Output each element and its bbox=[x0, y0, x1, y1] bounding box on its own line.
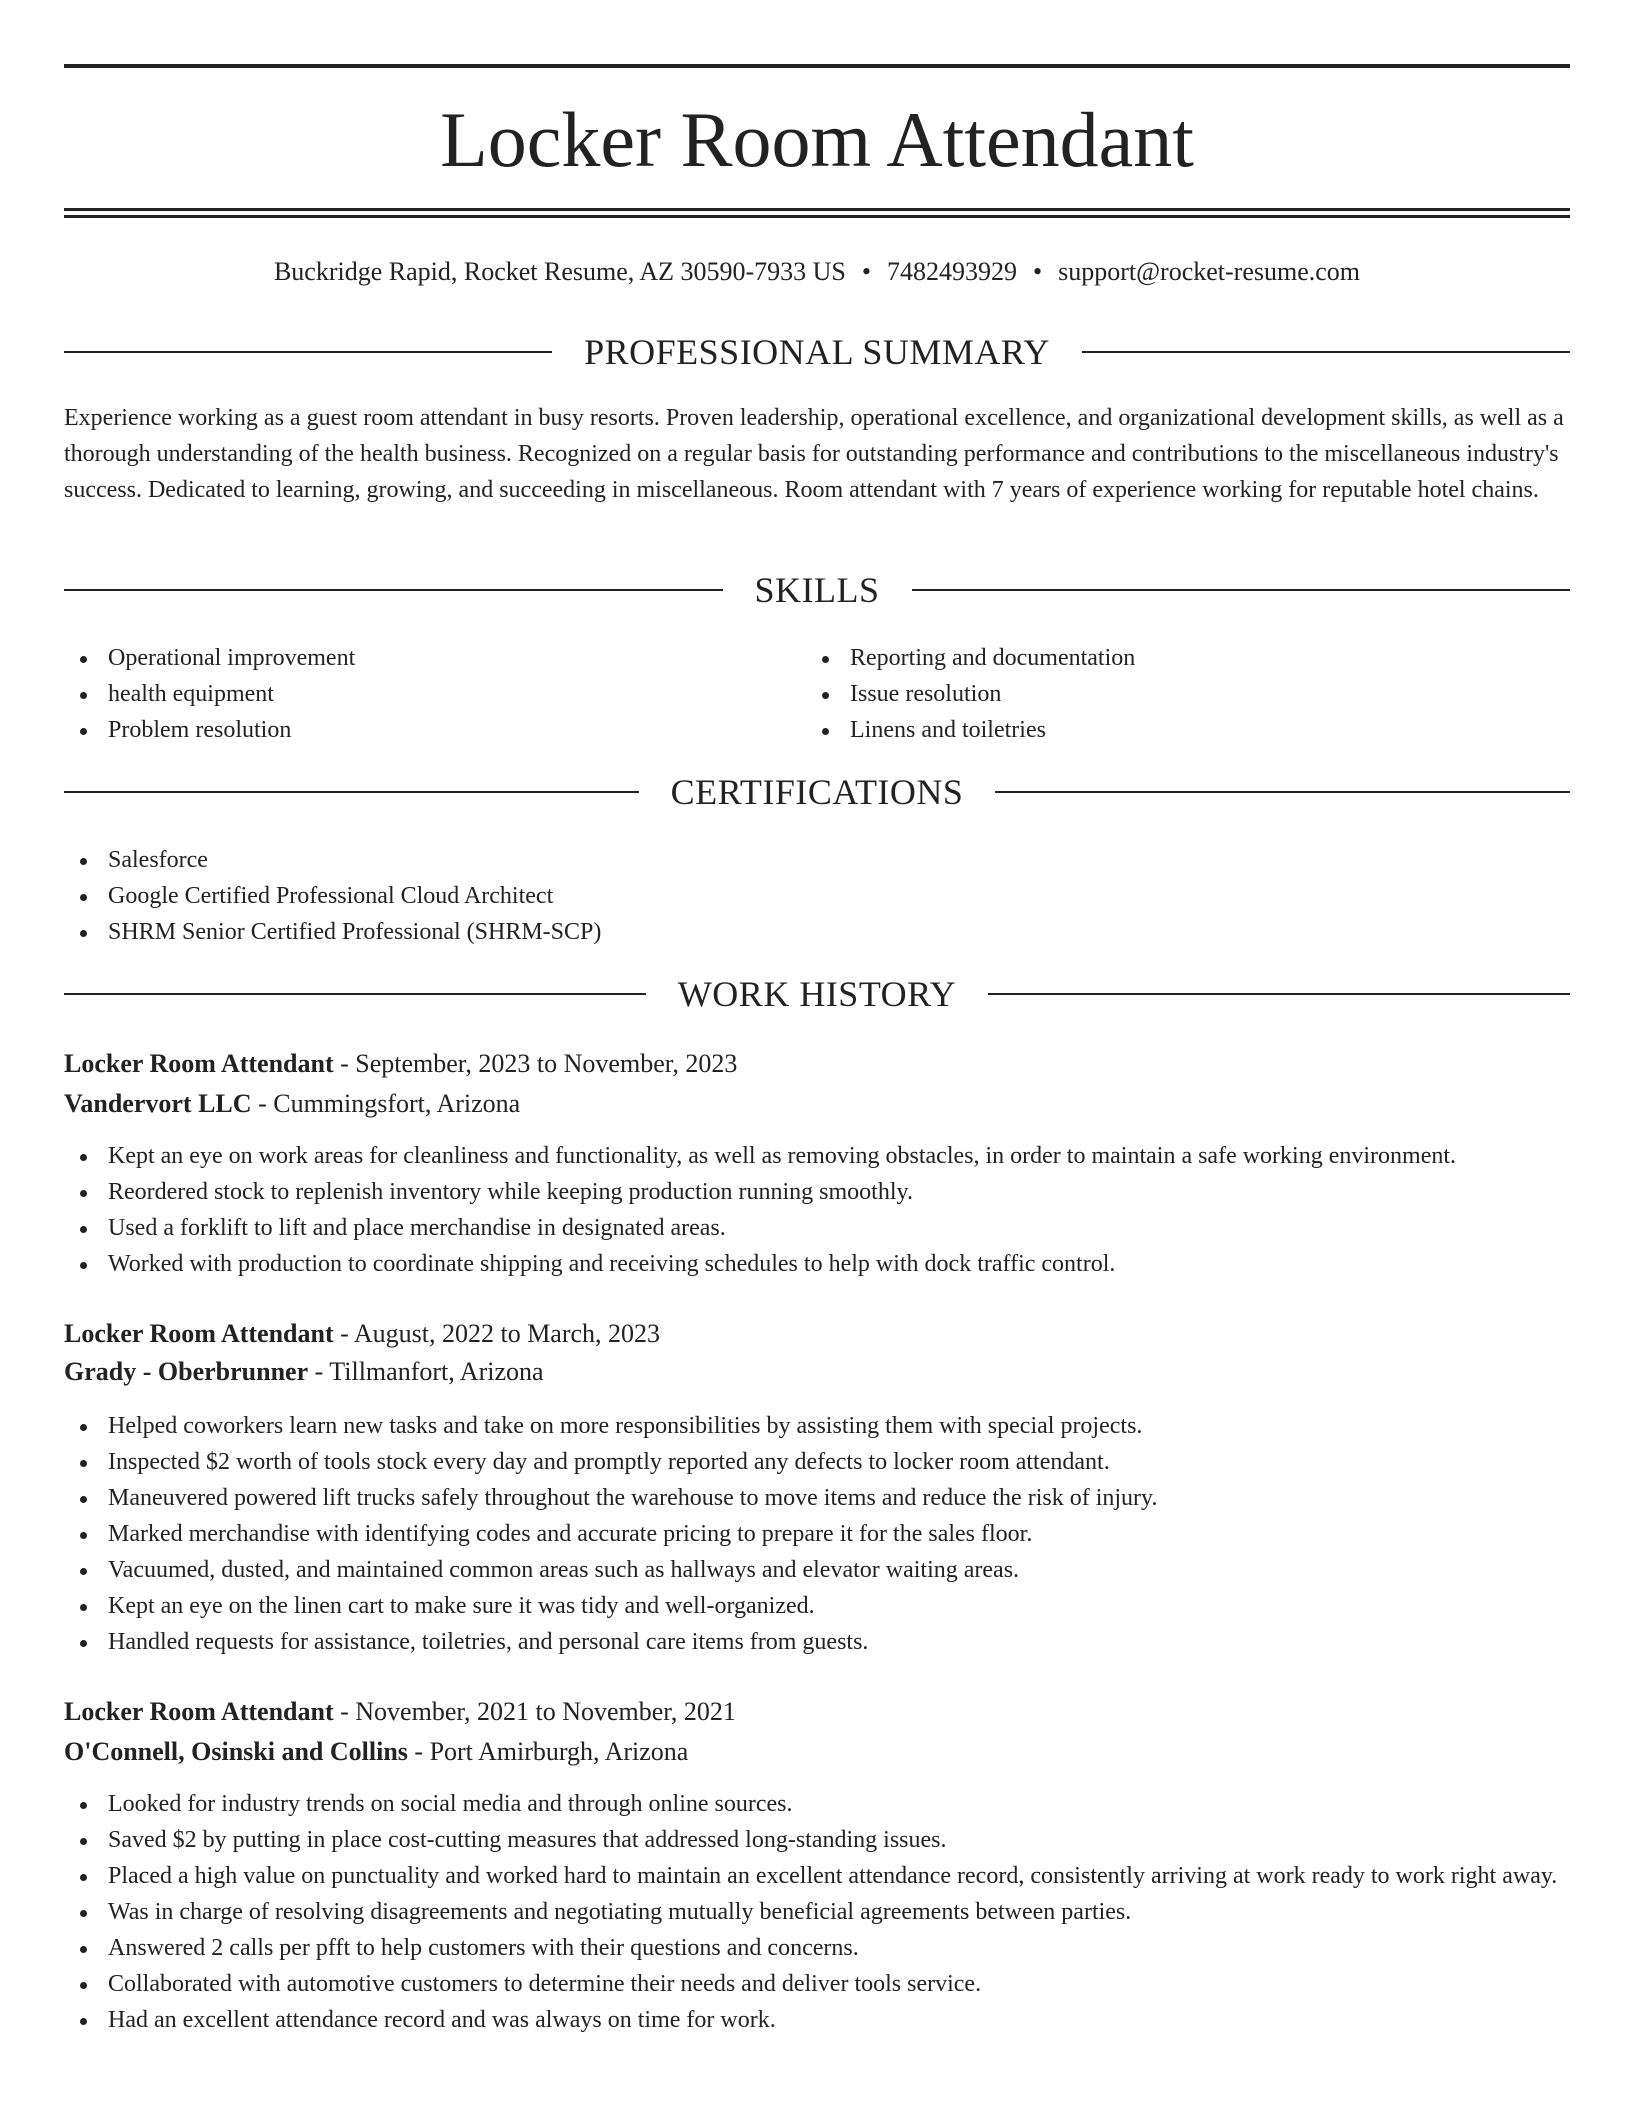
section-title-skills: SKILLS bbox=[754, 570, 880, 610]
duty-item: Had an excellent attendance record and was always on time for work. bbox=[64, 2002, 1570, 2038]
certification-item: SHRM Senior Certified Professional (SHRM-SCP) bbox=[64, 914, 1264, 950]
duty-item: Kept an eye on work areas for cleanliness and functionality, as well as removing obstacles, in order to maintain a safe working environment. bbox=[64, 1138, 1570, 1174]
contact-separator: • bbox=[861, 257, 871, 286]
duty-item: Kept an eye on the linen cart to make sure it was tidy and well-organized. bbox=[64, 1588, 1570, 1624]
job-title: Locker Room Attendant bbox=[64, 1049, 334, 1078]
job-company-line bbox=[64, 1734, 1570, 1770]
duty-item: Reordered stock to replenish inventory while keeping production running smoothly. bbox=[64, 1174, 1570, 1210]
skill-item: Operational improvement bbox=[64, 640, 764, 676]
job-dates: - September, 2023 to November, 2023 bbox=[340, 1049, 738, 1078]
section-rule-left bbox=[64, 589, 723, 591]
section-header-skills bbox=[64, 566, 1570, 614]
skill-item: Reporting and documentation bbox=[806, 640, 1506, 676]
job-duties bbox=[64, 1408, 1570, 1660]
job-company: O'Connell, Osinski and Collins bbox=[64, 1737, 408, 1766]
header-double-rule bbox=[64, 208, 1570, 218]
certifications-list bbox=[64, 842, 1264, 950]
duty-item: Helped coworkers learn new tasks and take on more responsibilities by assisting them with special projects. bbox=[64, 1408, 1570, 1444]
job-title: Locker Room Attendant bbox=[64, 1697, 334, 1726]
section-title-work-history: WORK HISTORY bbox=[677, 974, 957, 1014]
job-dates: - November, 2021 to November, 2021 bbox=[340, 1697, 736, 1726]
job-company: Vandervort LLC bbox=[64, 1089, 252, 1118]
job-title-line bbox=[64, 1046, 1570, 1082]
job-title-line bbox=[64, 1694, 1570, 1730]
job-location: - Tillmanfort, Arizona bbox=[314, 1357, 544, 1386]
section-rule-left bbox=[64, 993, 646, 995]
duties-list bbox=[64, 1786, 1570, 2038]
job-duties bbox=[64, 1138, 1570, 1282]
section-rule-left bbox=[64, 351, 552, 353]
job-dates: - August, 2022 to March, 2023 bbox=[340, 1319, 661, 1348]
duty-item: Vacuumed, dusted, and maintained common areas such as hallways and elevator waiting areas. bbox=[64, 1552, 1570, 1588]
duties-list bbox=[64, 1408, 1570, 1660]
skill-item: Problem resolution bbox=[64, 712, 764, 748]
job-company-line bbox=[64, 1086, 1570, 1122]
section-rule-right bbox=[988, 993, 1570, 995]
contact-phone: 7482493929 bbox=[887, 257, 1017, 286]
professional-summary-text: Experience working as a guest room attendant in busy resorts. Proven leadership, operational excellence, and organizational development skills, as well as a thorough understanding of the health business. Recognized on a regular basis for outstanding performance and contributions to the miscellaneous industry's success. Dedicated to learning, growing, and succeeding in miscellaneous. Room attendant with 7 years of experience working for reputable hotel chains. bbox=[64, 405, 1564, 503]
contact-separator: • bbox=[1033, 257, 1043, 286]
certifications-block bbox=[64, 842, 1264, 950]
job-duties bbox=[64, 1786, 1570, 2038]
certification-item: Salesforce bbox=[64, 842, 1264, 878]
skills-list bbox=[64, 640, 764, 748]
job-title: Locker Room Attendant bbox=[64, 1319, 334, 1348]
job-location: - Port Amirburgh, Arizona bbox=[414, 1737, 689, 1766]
certification-item: Google Certified Professional Cloud Architect bbox=[64, 878, 1264, 914]
section-rule-right bbox=[995, 791, 1570, 793]
skills-column-right bbox=[806, 640, 1506, 748]
skills-column-left bbox=[64, 640, 764, 748]
job-location: - Cummingsfort, Arizona bbox=[258, 1089, 521, 1118]
resume-title: Locker Room Attendant bbox=[440, 96, 1194, 183]
contact-email[interactable]: support@rocket-resume.com bbox=[1058, 257, 1361, 286]
contact-line bbox=[64, 254, 1570, 290]
job-title-line bbox=[64, 1316, 1570, 1352]
section-rule-right bbox=[1082, 351, 1570, 353]
duty-item: Inspected $2 worth of tools stock every day and promptly reported any defects to locker room attendant. bbox=[64, 1444, 1570, 1480]
duty-item: Handled requests for assistance, toiletries, and personal care items from guests. bbox=[64, 1624, 1570, 1660]
duty-item: Used a forklift to lift and place merchandise in designated areas. bbox=[64, 1210, 1570, 1246]
section-header-certifications bbox=[64, 768, 1570, 816]
header-top-rule bbox=[64, 64, 1570, 68]
duty-item: Answered 2 calls per pfft to help customers with their questions and concerns. bbox=[64, 1930, 1570, 1966]
section-title-certifications: CERTIFICATIONS bbox=[670, 772, 964, 812]
section-rule-left bbox=[64, 791, 639, 793]
duty-item: Saved $2 by putting in place cost-cutting measures that addressed long-standing issues. bbox=[64, 1822, 1570, 1858]
duty-item: Collaborated with automotive customers to determine their needs and deliver tools service. bbox=[64, 1966, 1570, 2002]
duty-item: Looked for industry trends on social media and through online sources. bbox=[64, 1786, 1570, 1822]
contact-address: Buckridge Rapid, Rocket Resume, AZ 30590-7933 US bbox=[273, 257, 846, 286]
job-company: Grady - Oberbrunner bbox=[64, 1357, 309, 1386]
duties-list bbox=[64, 1138, 1570, 1282]
skills-list bbox=[806, 640, 1506, 748]
duty-item: Was in charge of resolving disagreements and negotiating mutually beneficial agreements between parties. bbox=[64, 1894, 1570, 1930]
duty-item: Worked with production to coordinate shipping and receiving schedules to help with dock traffic control. bbox=[64, 1246, 1570, 1282]
section-header-work-history bbox=[64, 970, 1570, 1018]
skill-item: health equipment bbox=[64, 676, 764, 712]
duty-item: Marked merchandise with identifying codes and accurate pricing to prepare it for the sales floor. bbox=[64, 1516, 1570, 1552]
section-header-summary bbox=[64, 328, 1570, 376]
job-company-line bbox=[64, 1354, 1570, 1390]
section-rule-right bbox=[912, 589, 1571, 591]
skill-item: Linens and toiletries bbox=[806, 712, 1506, 748]
duty-item: Placed a high value on punctuality and worked hard to maintain an excellent attendance record, consistently arriving at work ready to work right away. bbox=[64, 1858, 1570, 1894]
skill-item: Issue resolution bbox=[806, 676, 1506, 712]
duty-item: Maneuvered powered lift trucks safely throughout the warehouse to move items and reduce the risk of injury. bbox=[64, 1480, 1570, 1516]
section-title-summary: PROFESSIONAL SUMMARY bbox=[584, 332, 1050, 372]
